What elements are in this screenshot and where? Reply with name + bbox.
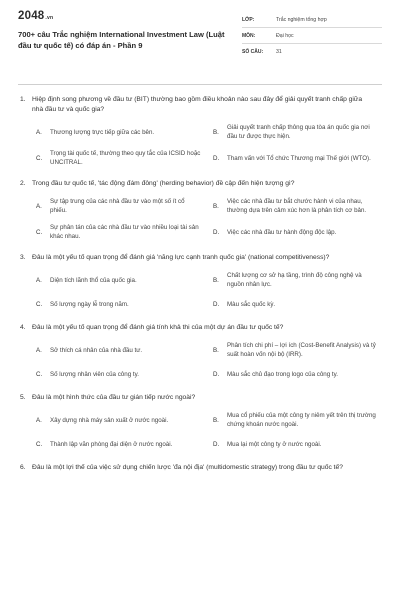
option-letter: A. [36, 128, 42, 136]
options-grid [18, 339, 382, 387]
logo-suffix: .vn [45, 15, 54, 21]
option-b[interactable] [213, 121, 382, 147]
header-left [18, 10, 228, 74]
option-text: Thành lập văn phòng đại diện ở nước ngoài. [50, 440, 173, 448]
option-letter: B. [213, 416, 219, 424]
logo-main: 2048 [18, 10, 45, 22]
option-letter: C. [36, 370, 43, 378]
question-number: 6. [20, 464, 26, 471]
question-item [18, 179, 382, 247]
meta-value: 31 [276, 49, 282, 55]
question-number: 3. [20, 254, 26, 261]
question-stem [18, 95, 382, 115]
question-item [18, 463, 382, 473]
option-text: Màu sắc quốc kỳ. [227, 300, 276, 308]
options-grid [18, 269, 382, 317]
option-b[interactable] [213, 269, 382, 295]
question-text: Đâu là một lợi thế của việc sử dụng chiến lược 'đa nội địa' (multidomestic strategy) trong đầu tư quốc tế? [32, 464, 343, 471]
option-text: Diện tích lãnh thổ của quốc gia. [50, 276, 137, 284]
question-stem [18, 179, 382, 189]
option-d[interactable] [213, 295, 382, 317]
question-text: Trong đầu tư quốc tế, 'tác động đám đông' (herding behavior) đề cập đến hiện tượng gì? [32, 180, 295, 187]
site-logo[interactable] [18, 10, 228, 22]
question-stem [18, 393, 382, 403]
option-text: Thương lượng trực tiếp giữa các bên. [50, 128, 155, 136]
option-d[interactable] [213, 365, 382, 387]
option-letter: B. [213, 346, 219, 354]
question-number: 2. [20, 180, 26, 187]
option-c[interactable] [36, 221, 205, 247]
option-text: Sự tập trung của các nhà đầu tư vào một số ít cổ phiếu. [50, 198, 185, 214]
option-b[interactable] [213, 409, 382, 435]
option-text: Mua cổ phiếu của một công ty niêm yết trên thị trường chứng khoán nước ngoài. [227, 412, 376, 428]
option-text: Trọng tài quốc tế, thường theo quy tắc của ICSID hoặc UNCITRAL. [50, 150, 201, 166]
option-letter: B. [213, 202, 219, 210]
options-grid [18, 195, 382, 247]
question-item [18, 253, 382, 317]
question-text: Đâu là một yếu tố quan trọng để đánh giá 'năng lực cạnh tranh quốc gia' (national competitiveness)? [32, 254, 330, 261]
meta-table [242, 12, 382, 74]
question-text: Hiệp định song phương về đầu tư (BIT) thường bao gồm điều khoản nào sau đây để giải quyết tranh chấp giữa nhà đầu tư và quốc gia? [32, 96, 363, 113]
option-text: Chất lượng cơ sở hạ tầng, trình độ công nghệ và nguồn nhân lực. [227, 272, 362, 288]
option-letter: A. [36, 416, 42, 424]
meta-row-class [242, 12, 382, 28]
option-letter: C. [36, 154, 43, 162]
options-grid [18, 121, 382, 173]
option-letter: B. [213, 128, 219, 136]
option-text: Phân tích chi phí – lợi ích (Cost-Benefit Analysis) và tỷ suất hoàn vốn nội bộ (IRR). [227, 342, 376, 358]
option-letter: B. [213, 276, 219, 284]
option-letter: D. [213, 154, 220, 162]
question-stem [18, 463, 382, 473]
question-item [18, 95, 382, 173]
question-number: 5. [20, 394, 26, 401]
option-text: Xây dựng nhà máy sản xuất ở nước ngoài. [50, 416, 169, 424]
header-divider [18, 84, 382, 85]
option-c[interactable] [36, 365, 205, 387]
document-header [18, 10, 382, 74]
option-text: Màu sắc chủ đạo trong logo của công ty. [227, 370, 338, 378]
option-letter: D. [213, 440, 220, 448]
option-text: Sở thích cá nhân của nhà đầu tư. [50, 346, 143, 354]
option-b[interactable] [213, 339, 382, 365]
option-a[interactable] [36, 409, 205, 435]
options-grid [18, 409, 382, 457]
option-b[interactable] [213, 195, 382, 221]
option-d[interactable] [213, 435, 382, 457]
option-letter: D. [213, 370, 220, 378]
option-text: Sự phân tán của các nhà đầu tư vào nhiều loại tài sản khác nhau. [50, 224, 199, 240]
meta-value: Đại học [276, 32, 294, 39]
option-text: Mua lại một công ty ở nước ngoài. [227, 440, 322, 448]
option-a[interactable] [36, 339, 205, 365]
meta-value: Trắc nghiệm tổng hợp [276, 16, 327, 23]
question-text: Đâu là một yếu tố quan trọng để đánh giá tính khả thi của một dự án đầu tư quốc tế? [32, 324, 284, 331]
option-text: Tham vấn với Tổ chức Thương mại Thế giới (WTO). [227, 154, 371, 162]
question-text: Đâu là một hình thức của đầu tư gián tiếp nước ngoài? [32, 394, 196, 401]
option-letter: D. [213, 300, 220, 308]
option-a[interactable] [36, 269, 205, 295]
question-item [18, 323, 382, 387]
option-letter: A. [36, 346, 42, 354]
meta-row-count [242, 44, 382, 60]
option-a[interactable] [36, 121, 205, 147]
meta-key: SỐ CÂU: [242, 49, 264, 55]
question-number: 4. [20, 324, 26, 331]
meta-row-subject [242, 28, 382, 44]
option-c[interactable] [36, 147, 205, 173]
option-d[interactable] [213, 147, 382, 173]
meta-key: LỚP: [242, 16, 255, 23]
option-letter: C. [36, 300, 43, 308]
option-letter: A. [36, 276, 42, 284]
option-c[interactable] [36, 295, 205, 317]
option-c[interactable] [36, 435, 205, 457]
option-text: Giải quyết tranh chấp thông qua tòa án quốc gia nơi đầu tư được thực hiện. [227, 124, 370, 140]
document-title: 700+ câu Trắc nghiệm International Investment Law (Luật đầu tư quốc tế) có đáp án - Phần 9 [18, 30, 225, 50]
question-stem [18, 253, 382, 263]
question-number: 1. [20, 96, 26, 103]
option-text: Số lượng ngày lễ trong năm. [50, 300, 129, 308]
option-text: Việc các nhà đầu tư hành động độc lập. [227, 228, 337, 236]
option-letter: A. [36, 202, 42, 210]
question-stem [18, 323, 382, 333]
option-letter: D. [213, 228, 220, 236]
option-a[interactable] [36, 195, 205, 221]
option-letter: C. [36, 440, 43, 448]
option-letter: C. [36, 228, 43, 236]
question-item [18, 393, 382, 457]
option-text: Việc các nhà đầu tư bắt chước hành vi của nhau, thường dựa trên cảm xúc hơn là phân tích cơ bản. [227, 198, 367, 214]
option-d[interactable] [213, 221, 382, 247]
option-text: Số lượng nhân viên của công ty. [50, 370, 139, 378]
meta-key: MÔN: [242, 32, 256, 39]
